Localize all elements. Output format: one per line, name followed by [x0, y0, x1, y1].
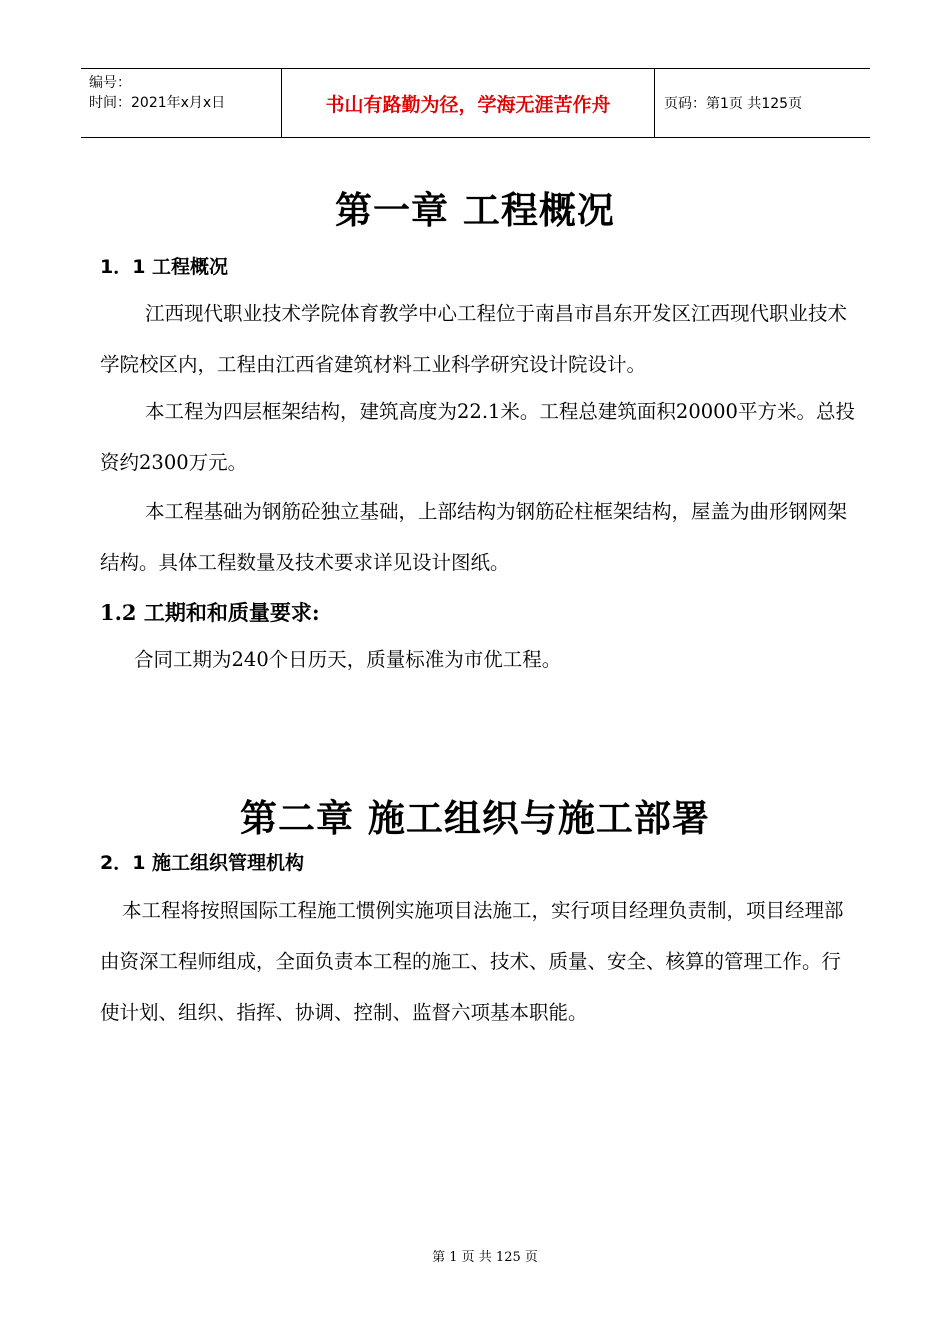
document-time-label: 时间：2021年x月x日: [89, 95, 226, 111]
header-page-info: [655, 69, 870, 137]
chapter-2-title: 第二章 施工组织与施工部署: [240, 796, 710, 840]
paragraph-project-location: 江西现代职业技术学院体育教学中心工程位于南昌市昌东开发区江西现代职业技术学院校区内，工程由江西省建筑材料工业科学研究设计院设计。: [100, 302, 848, 376]
motto-text: 书山有路勤为径，学海无涯苦作舟: [325, 93, 611, 116]
header-motto: [281, 69, 655, 137]
header-meta: [81, 69, 281, 137]
page-info-text: 页码：第1页 共125页: [664, 96, 803, 112]
document-number-label: 编号：: [89, 75, 131, 91]
section-1-2-heading: 1.2 工期和和质量要求:: [100, 600, 320, 625]
footer-page-number: 第 1 页 共 125 页: [432, 1250, 538, 1265]
paragraph-project-structure: 本工程基础为钢筋砼独立基础，上部结构为钢筋砼柱框架结构，屋盖为曲形钢网架结构。具体工程数量及技术要求详见设计图纸。: [100, 500, 848, 574]
chapter-1-title: 第一章 工程概况: [335, 188, 615, 232]
paragraph-schedule-quality: 合同工期为240个日历天，质量标准为市优工程。: [134, 648, 562, 671]
section-1-1-heading: 1．1 工程概况: [100, 256, 229, 278]
page-footer: [0, 1246, 950, 1265]
section-2-1-heading: 2．1 施工组织管理机构: [100, 852, 305, 874]
paragraph-management-organization: 本工程将按照国际工程施工惯例实施项目法施工，实行项目经理负责制，项目经理部由资深工程师组成，全面负责本工程的施工、技术、质量、安全、核算的管理工作。行使计划、组织、指挥、协调、控制、监督六项基本职能。: [100, 899, 844, 1024]
paragraph-project-scale: 本工程为四层框架结构，建筑高度为22.1米。工程总建筑面积20000平方米。总投资约2300万元。: [100, 400, 855, 474]
document-header: [81, 68, 870, 138]
